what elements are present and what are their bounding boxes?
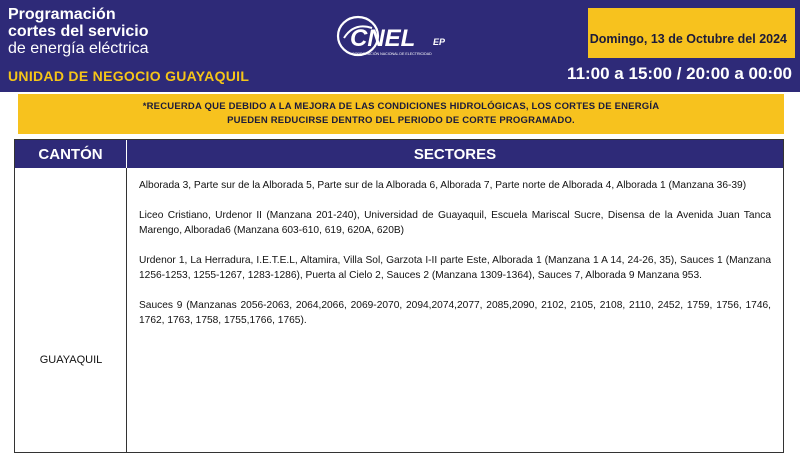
schedule-time: 11:00 a 15:00 / 20:00 a 00:00 (567, 64, 792, 83)
logo-subtitle: CORPORACIÓN NACIONAL DE ELECTRICIDAD (352, 52, 432, 56)
sectores-cell (139, 178, 771, 343)
page-title (8, 6, 149, 57)
canton-cell (15, 168, 127, 452)
header-canton: CANTÓN (15, 140, 127, 168)
sector-paragraph: Alborada 3, Parte sur de la Alborada 5, Parte sur de la Alborada 6, Alborada 7, Parte norte de Alborada 4, Alborada 1 (Manzana 36-39) (139, 180, 747, 191)
notice-line-2: PUEDEN REDUCIRSE DENTRO DEL PERIODO DE CORTE PROGRAMADO. (227, 115, 575, 126)
title-line-1: Programación (8, 6, 116, 23)
logo-suffix: EP (433, 37, 446, 47)
title-line-3: de energía eléctrica (8, 40, 149, 57)
date-text: Domingo, 13 de Octubre del 2024 (589, 32, 787, 46)
sector-paragraph: Sauces 9 (Manzanas 2056-2063, 2064,2066, 2069-2070, 2094,2074,2077, 2085,2090, 2102, 2105, 2108, 2110, 2452, 1759, 1756, 1746, 1762, 1763, 1758, 1755,1766, 1765). (139, 300, 771, 326)
cnel-logo (336, 14, 476, 64)
sector-paragraph: Liceo Cristiano, Urdenor II (Manzana 201-240), Universidad de Guayaquil, Escuela Mariscal Sucre, Disensa de la Avenida Juan Tanca Marengo, Alborada6 (Manzana 603-610, 619, 620A, 620B) (139, 210, 771, 236)
logo-text: CNEL (350, 25, 416, 52)
business-unit-label: UNIDAD DE NEGOCIO GUAYAQUIL (8, 68, 250, 84)
header-sectores: SECTORES (127, 140, 783, 168)
sector-paragraph: Urdenor 1, La Herradura, I.E.T.E.L, Altamira, Villa Sol, Garzota I-II parte Este, Alborada 1 (Manzana 1 A 14, 24-26, 35), Sauces 1 (Manzana 1256-1253, 1255-1267, 1283-1286), Puerta al Cielo 2, Sauces 2 (Manzana 1309-1364), Sauces 7, Alborada 9 Manzana 953. (139, 255, 771, 281)
header-banner (0, 0, 800, 92)
notice-banner (18, 94, 784, 134)
notice-line-1: *RECUERDA QUE DEBIDO A LA MEJORA DE LAS CONDICIONES HIDROLÓGICAS, LOS CORTES DE ENERGÍA (142, 101, 660, 112)
date-box (588, 8, 795, 58)
outage-table (14, 139, 784, 453)
title-line-2: cortes del servicio (8, 23, 149, 40)
canton-name: GUAYAQUIL (39, 354, 103, 366)
